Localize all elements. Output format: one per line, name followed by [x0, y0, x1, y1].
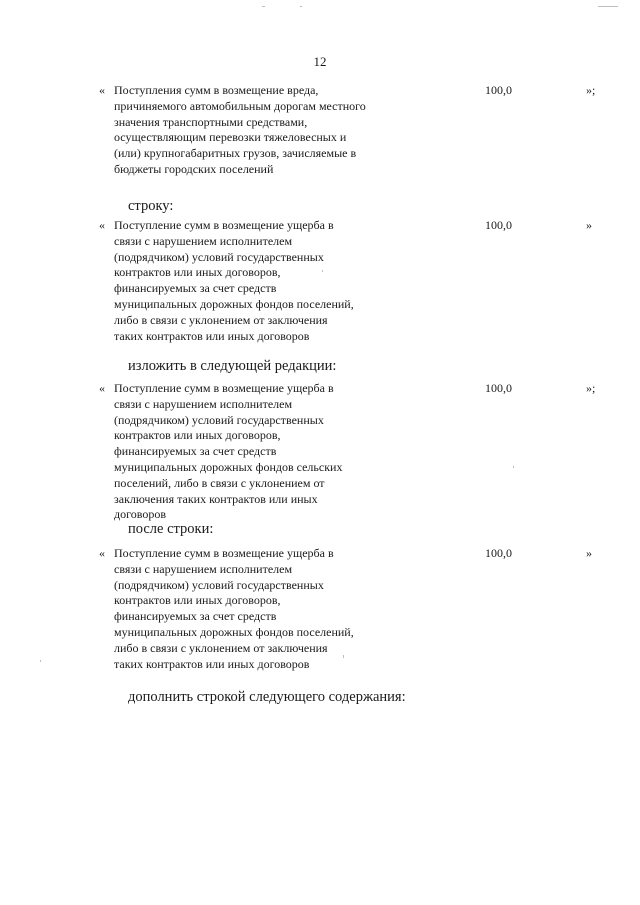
- scan-artifact: [300, 6, 302, 7]
- instruction-izlozhit: изложить в следующей редакции:: [128, 358, 337, 374]
- scan-artifact: [322, 270, 323, 272]
- opening-quote: «: [99, 218, 105, 232]
- page-number: 12: [313, 54, 327, 69]
- scan-artifact: [343, 655, 344, 658]
- closing-quote: »;: [586, 83, 596, 97]
- closing-quote: »;: [586, 381, 596, 395]
- budget-entry: [0, 83, 640, 193]
- scan-artifact: [40, 660, 41, 662]
- entry-amount: 100,0: [485, 83, 512, 97]
- entry-description: Поступления сумм в возмещение вреда, причиняемого автомобильным дорогам местного значения транспортными средствами, осуществляющим перевозки тяжеловесных и (или) крупногабаритных грузов, зачисляемые в бюджеты городских поселений: [114, 83, 366, 176]
- budget-entry: [0, 546, 640, 676]
- entry-description: Поступление сумм в возмещение ущерба в связи с нарушением исполнителем (подрядчиком) условий государственных контрактов или иных договоров, финансируемых за счет средств муниципальных дорожных фондов поселений, либо в связи с уклонением от заключения таких контрактов или иных договоров: [114, 218, 354, 343]
- entry-amount: 100,0: [485, 218, 512, 232]
- instruction-posle-stroki: после строки:: [128, 521, 214, 537]
- closing-quote: »: [586, 218, 592, 232]
- opening-quote: «: [99, 546, 105, 560]
- instruction-dopolnit: дополнить строкой следующего содержания:: [128, 689, 406, 705]
- instruction-stroku: строку:: [128, 198, 174, 214]
- scan-artifact: [598, 6, 618, 7]
- entry-description: Поступление сумм в возмещение ущерба в связи с нарушением исполнителем (подрядчиком) условий государственных контрактов или иных договоров, финансируемых за счет средств муниципальных дорожных фондов сельских поселений, либо в связи с уклонением от заключения таких контрактов или иных договоров: [114, 381, 343, 522]
- opening-quote: «: [99, 83, 105, 97]
- closing-quote: »: [586, 546, 592, 560]
- budget-entry: [0, 218, 640, 348]
- entry-description: Поступление сумм в возмещение ущерба в связи с нарушением исполнителем (подрядчиком) условий государственных контрактов или иных договоров, финансируемых за счет средств муниципальных дорожных фондов поселений, либо в связи с уклонением от заключения таких контрактов или иных договоров: [114, 546, 354, 671]
- entry-amount: 100,0: [485, 546, 512, 560]
- scan-artifact: [513, 466, 514, 468]
- budget-entry: [0, 381, 640, 522]
- opening-quote: «: [99, 381, 105, 395]
- entry-amount: 100,0: [485, 381, 512, 395]
- scan-artifact: [262, 6, 265, 7]
